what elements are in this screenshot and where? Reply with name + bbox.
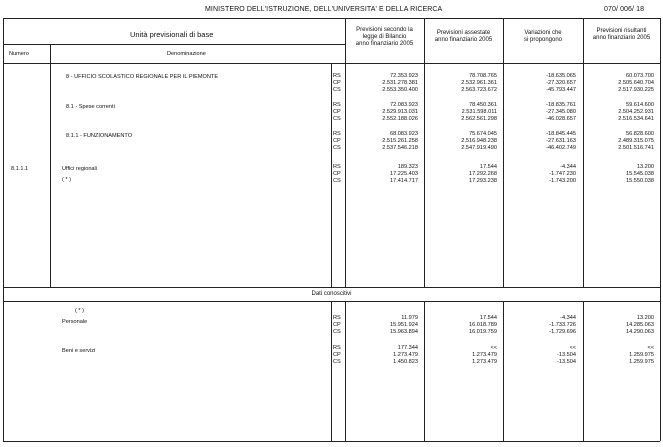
- table-bottom-border: [3, 441, 660, 442]
- unita-header: Unità previsionali di base: [130, 30, 214, 39]
- dati-col1-values: 177.344 1.273.479 1.450.823: [393, 345, 418, 365]
- unita-sub-border: [3, 44, 345, 45]
- page-code: 070/ 006/ 18: [604, 6, 645, 13]
- dati-types: RS CP CS: [333, 345, 341, 365]
- dati-denominazione: Personale: [62, 319, 88, 325]
- row-col4-values: 60.073.700 2.505.640.704 2.517.930.225: [618, 73, 654, 93]
- frame-right: [660, 18, 661, 441]
- prev-legge-header: Previsioni secondo la legge di Bilancio anno finanziario 2005: [355, 27, 414, 47]
- dati-types: RS CP CS: [333, 315, 341, 335]
- dati-col3-values: -4.344 -1.733.726 -1.729.696: [549, 315, 576, 335]
- row-col4-values: 59.614.600 2.504.252.931 2.516.534.641: [618, 102, 654, 122]
- dati-col2-values: << 1.273.479 1.273.479: [472, 345, 497, 365]
- numero-header: Numero: [9, 51, 29, 57]
- table-top-border: [3, 18, 660, 19]
- dati-top-border: [3, 287, 660, 288]
- row-denominazione: 8.1 - Spese correnti: [66, 104, 115, 110]
- row-denominazione: Uffici regionali: [62, 166, 98, 172]
- row-denominazione: 8 - UFFICIO SCOLASTICO REGIONALE PER IL PIEMONTE: [66, 74, 219, 80]
- row-col3-values: -18.635.065 -27.320.657 -45.793.447: [546, 73, 576, 93]
- row-col4-values: 56.828.600 2.489.315.075 2.501.516.741: [618, 131, 654, 151]
- row-col2-values: 75.674.045 2.516.948.238 2.547.919.490: [461, 131, 497, 151]
- denominazione-header: Denominazione: [167, 51, 206, 57]
- col-sep-types: [331, 63, 332, 287]
- dati-col4-values: 13.200 14.285.063 14.290.063: [626, 315, 654, 335]
- row-col3-values: -4.344 -1.747.230 -1.743.200: [549, 164, 576, 184]
- col-sep-4: [583, 18, 584, 287]
- col-sep-numero: [50, 44, 51, 287]
- row-col2-values: 78.450.361 2.531.598.011 2.562.561.298: [461, 102, 497, 122]
- prev-assestate-header: Previsioni assestate anno finanziario 2005: [434, 30, 493, 43]
- frame-left: [3, 18, 4, 441]
- dati-col1-values: 11.979 15.951.924 15.963.894: [390, 315, 418, 335]
- row-col4-values: 13.200 15.545.038 15.550.038: [626, 164, 654, 184]
- dati-col2-values: 17.544 16.018.789 16.019.759: [469, 315, 497, 335]
- row-col3-values: -18.845.445 -27.631.163 -46.402.749: [546, 131, 576, 151]
- row-col1-values: 72.353.923 2.531.278.381 2.553.350.400: [382, 73, 418, 93]
- ministry-title: MINISTERO DELL'ISTRUZIONE, DELL'UNIVERSITA' E DELLA RICERCA: [205, 6, 443, 13]
- col-sep-2: [424, 18, 425, 287]
- variazioni-header: Variazioni che si propongono: [523, 30, 563, 43]
- col-sep-3: [503, 18, 504, 287]
- row-numero: 8.1.1.1: [11, 166, 29, 172]
- row-types: RS CP CS: [333, 73, 341, 93]
- row-types: RS CP CS: [333, 102, 341, 122]
- row-col1-values: 189.323 17.225.403 17.414.717: [390, 164, 418, 184]
- dati-footnote-marker: ( * ): [75, 308, 85, 314]
- row-col3-values: -18.835.761 -27.345.080 -46.028.657: [546, 102, 576, 122]
- row-denominazione: 8.1.1 - FUNZIONAMENTO: [66, 133, 133, 139]
- row-col1-values: 68.083.923 2.515.261.258 2.537.546.218: [382, 131, 418, 151]
- col-sep-1: [345, 18, 346, 287]
- row-footnote-marker: ( * ): [62, 177, 72, 183]
- dati-conoscitivi-label: Dati conoscitivi: [311, 291, 352, 297]
- row-col2-values: 17.544 17.292.268 17.293.238: [469, 164, 497, 184]
- dati-sep-types: [331, 301, 332, 441]
- row-col2-values: 78.708.765 2.532.961.361 2.563.723.672: [461, 73, 497, 93]
- row-col1-values: 72.083.923 2.529.913.031 2.552.188.026: [382, 102, 418, 122]
- dati-denominazione: Beni e servizi: [62, 348, 96, 354]
- prev-risultanti-header: Previsioni risultanti anno finanziario 2005: [592, 28, 651, 41]
- row-types: RS CP CS: [333, 164, 341, 184]
- row-types: RS CP CS: [333, 131, 341, 151]
- dati-col3-values: << -13.504 -13.504: [557, 345, 576, 365]
- dati-col4-values: << 1.259.975 1.259.975: [629, 345, 654, 365]
